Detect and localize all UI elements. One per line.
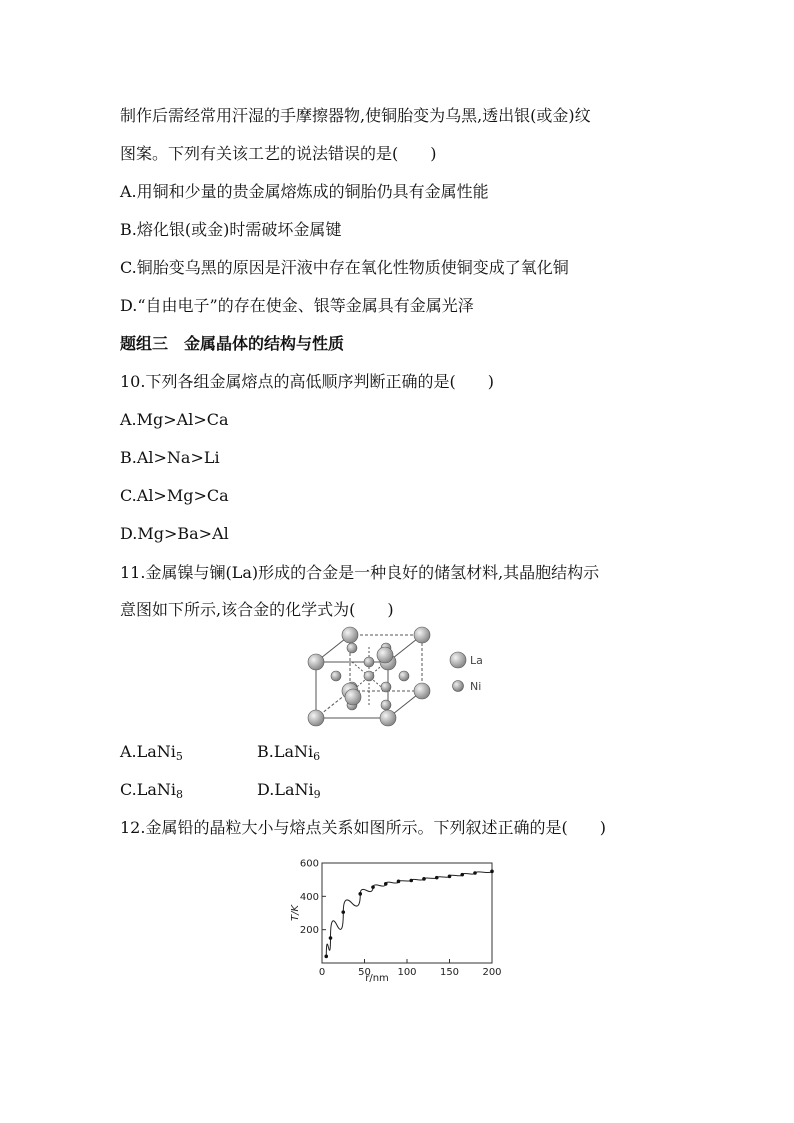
q11-option-d-sub: 9 bbox=[313, 788, 321, 801]
series-line bbox=[326, 871, 492, 956]
section-heading: 题组三 金属晶体的结构与性质 bbox=[120, 334, 345, 353]
q11-option-c bbox=[120, 780, 183, 805]
data-point bbox=[324, 955, 328, 959]
q9-option-b: B.熔化银(或金)时需破坏金属键 bbox=[120, 220, 342, 239]
q9-option-a: A.用铜和少量的贵金属熔炼成的铜胎仍具有金属性能 bbox=[120, 182, 489, 201]
q10-stem: 10.下列各组金属熔点的高低顺序判断正确的是( ) bbox=[120, 372, 494, 391]
x-axis-label: r/nm bbox=[365, 973, 389, 984]
q10-option-c: C.Al>Mg>Ca bbox=[120, 486, 229, 505]
data-point bbox=[397, 880, 401, 884]
la-legend-marker bbox=[450, 652, 466, 668]
x-tick-label: 150 bbox=[439, 967, 460, 978]
x-tick-label: 200 bbox=[482, 967, 502, 978]
x-tick-label: 100 bbox=[397, 967, 417, 978]
data-point bbox=[422, 877, 426, 881]
q11-option-b-sub: 6 bbox=[313, 750, 321, 763]
data-point bbox=[329, 936, 333, 940]
q11-option-a-sub: 5 bbox=[175, 750, 183, 763]
q10-option-d: D.Mg>Ba>Al bbox=[120, 524, 229, 543]
q11-option-c-sub: 8 bbox=[176, 788, 184, 801]
data-point bbox=[341, 910, 345, 914]
q11-option-d bbox=[257, 780, 321, 805]
la-legend-label: La bbox=[470, 654, 483, 667]
melting-point-chart bbox=[282, 855, 512, 985]
q10-option-b: B.Al>Na>Li bbox=[120, 448, 220, 467]
q11-line1: 11.金属镍与镧(La)形成的合金是一种良好的储氢材料,其晶胞结构示 bbox=[120, 563, 600, 582]
data-point bbox=[371, 885, 375, 889]
q11-line2: 意图如下所示,该合金的化学式为( ) bbox=[120, 600, 394, 619]
q9-option-c: C.铜胎变乌黑的原因是汗液中存在氧化性物质使铜变成了氧化铜 bbox=[120, 258, 569, 277]
data-point bbox=[490, 870, 494, 874]
q11-option-b bbox=[257, 742, 320, 767]
ni-legend-label: Ni bbox=[470, 680, 482, 693]
x-tick-label: 50 bbox=[358, 967, 371, 978]
data-point bbox=[358, 892, 362, 896]
q11-option-a-text: A.LaNi bbox=[120, 742, 176, 761]
data-point bbox=[384, 882, 388, 886]
q11-option-c-text: C.LaNi bbox=[120, 780, 177, 799]
data-point bbox=[435, 876, 439, 880]
data-point bbox=[409, 879, 413, 883]
data-point bbox=[460, 873, 464, 877]
q9-line2: 图案。下列有关该工艺的说法错误的是( ) bbox=[120, 144, 437, 163]
unit-cell-figure bbox=[300, 625, 500, 730]
y-tick-label: 200 bbox=[299, 925, 319, 937]
q11-option-d-text: D.LaNi bbox=[257, 780, 314, 799]
x-tick-label: 0 bbox=[318, 967, 326, 978]
q11-option-b-text: B.LaNi bbox=[257, 742, 314, 761]
data-point bbox=[473, 871, 477, 875]
y-axis-label: T/K bbox=[290, 904, 301, 922]
q12-stem: 12.金属铅的晶粒大小与熔点关系如图所示。下列叙述正确的是( ) bbox=[120, 818, 606, 837]
y-tick-label: 600 bbox=[299, 858, 319, 870]
q9-line1: 制作后需经常用汗湿的手摩擦器物,使铜胎变为乌黑,透出银(或金)纹 bbox=[120, 106, 591, 125]
data-point bbox=[448, 875, 452, 879]
q10-option-a: A.Mg>Al>Ca bbox=[120, 410, 229, 429]
q11-option-a bbox=[120, 742, 183, 767]
q9-option-d: D.“自由电子”的存在使金、银等金属具有金属光泽 bbox=[120, 296, 474, 315]
plot-frame bbox=[322, 863, 492, 963]
y-tick-label: 400 bbox=[299, 891, 319, 903]
ni-atoms bbox=[331, 643, 409, 710]
ni-legend-marker bbox=[453, 681, 464, 692]
